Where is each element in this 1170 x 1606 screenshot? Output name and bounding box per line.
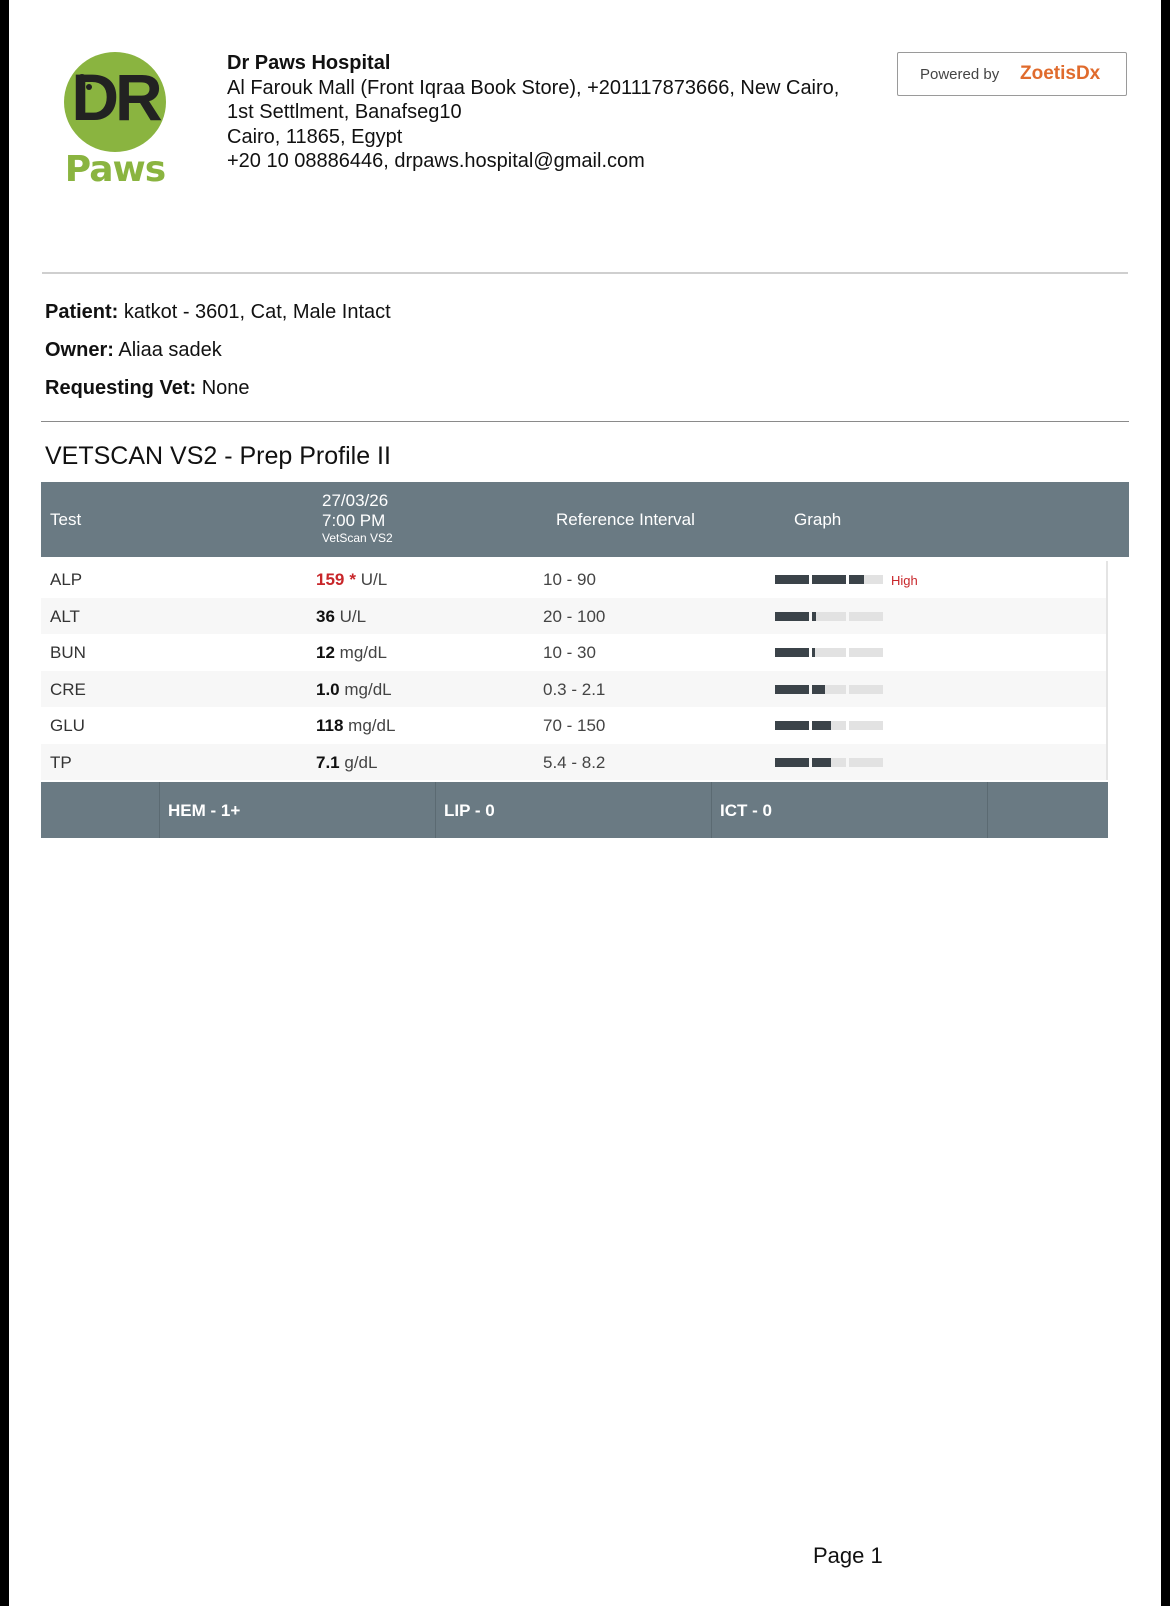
result-unit: g/dL bbox=[344, 752, 378, 772]
result-value: 1.0 bbox=[316, 679, 340, 699]
status-flag: High bbox=[891, 573, 918, 588]
left-frame-border bbox=[0, 0, 9, 1606]
graph-track-segment bbox=[849, 721, 883, 730]
clinic-info bbox=[227, 51, 839, 174]
graph-fill-segment bbox=[812, 648, 815, 657]
header-graph: Graph bbox=[794, 510, 842, 529]
reference-interval: 20 - 100 bbox=[543, 606, 606, 626]
reference-interval: 10 - 30 bbox=[543, 643, 596, 662]
section-title: VETSCAN VS2 - Prep Profile II bbox=[45, 442, 391, 470]
vet-line bbox=[45, 377, 250, 400]
lipemia-index: LIP - 0 bbox=[444, 801, 495, 820]
page-number: Page 1 bbox=[813, 1543, 883, 1568]
result-unit: mg/dL bbox=[344, 679, 392, 699]
test-result bbox=[316, 607, 366, 627]
test-result bbox=[316, 753, 377, 773]
right-frame-border bbox=[1161, 0, 1170, 1606]
test-name: CRE bbox=[50, 679, 86, 699]
graph-fill-segment bbox=[812, 575, 846, 584]
vet-value: None bbox=[201, 377, 250, 399]
header-reference: Reference Interval bbox=[556, 510, 695, 529]
clinic-address-line-2: 1st Settlment, Banafseg10 bbox=[227, 101, 462, 123]
quality-divider bbox=[159, 782, 160, 838]
result-value: 159 bbox=[316, 570, 345, 589]
graph-fill-segment bbox=[775, 575, 809, 584]
patient-divider bbox=[41, 421, 1129, 422]
header-divider bbox=[42, 272, 1128, 274]
patient-label: Patient: bbox=[45, 301, 119, 323]
graph-track-segment bbox=[812, 612, 846, 621]
quality-divider bbox=[987, 782, 988, 838]
quality-divider bbox=[711, 782, 712, 838]
table-row bbox=[41, 707, 1106, 744]
test-name: BUN bbox=[50, 643, 86, 662]
result-graph bbox=[775, 758, 885, 767]
result-unit: U/L bbox=[360, 570, 388, 589]
table-row bbox=[41, 744, 1106, 781]
graph-fill-segment bbox=[775, 648, 809, 657]
result-value: 118 bbox=[316, 716, 344, 735]
results-table-body bbox=[41, 561, 1108, 780]
owner-line bbox=[45, 339, 222, 362]
graph-track-segment bbox=[849, 758, 883, 767]
table-row bbox=[41, 598, 1106, 635]
clinic-address-line-3: Cairo, 11865, Egypt bbox=[227, 125, 403, 148]
result-graph bbox=[775, 648, 885, 657]
graph-track-segment bbox=[849, 648, 883, 657]
result-unit: mg/dL bbox=[339, 643, 387, 662]
patient-value: katkot - 3601, Cat, Male Intact bbox=[123, 301, 391, 323]
logo-text-dr: DR bbox=[71, 60, 159, 134]
result-value: 36 bbox=[316, 606, 335, 626]
owner-value: Aliaa sadek bbox=[118, 339, 222, 361]
table-header bbox=[41, 482, 1129, 557]
test-name: ALT bbox=[50, 606, 80, 626]
hemolysis-index: HEM - 1+ bbox=[168, 801, 241, 820]
quality-indices-bar bbox=[41, 782, 1108, 838]
test-result bbox=[316, 643, 387, 663]
graph-fill-segment bbox=[812, 612, 816, 621]
result-graph bbox=[775, 685, 885, 694]
result-graph bbox=[775, 721, 885, 730]
test-name: TP bbox=[50, 752, 72, 772]
test-name: GLU bbox=[50, 716, 85, 735]
header-time: 7:00 PM bbox=[322, 511, 386, 530]
graph-fill-segment bbox=[812, 685, 825, 694]
test-result bbox=[316, 680, 392, 700]
header-test: Test bbox=[50, 510, 82, 529]
graph-fill-segment bbox=[775, 612, 809, 621]
table-row bbox=[41, 634, 1106, 671]
powered-by-badge bbox=[897, 52, 1127, 96]
graph-fill-segment bbox=[812, 758, 831, 767]
graph-track-segment bbox=[849, 612, 883, 621]
graph-fill-segment bbox=[775, 721, 809, 730]
graph-track-segment bbox=[812, 648, 846, 657]
result-graph bbox=[775, 575, 885, 584]
patient-line bbox=[45, 301, 391, 324]
result-unit: U/L bbox=[339, 606, 367, 626]
clinic-logo bbox=[62, 52, 166, 202]
powered-by-label: Powered by bbox=[920, 66, 1000, 83]
clinic-contact: +20 10 08886446, drpaws.hospital@gmail.com bbox=[227, 150, 645, 172]
vet-label: Requesting Vet: bbox=[45, 377, 197, 399]
graph-fill-segment bbox=[775, 758, 809, 767]
header-date: 27/03/26 bbox=[322, 491, 389, 510]
powered-by-brand: ZoetisDx bbox=[1020, 63, 1101, 84]
graph-fill-segment bbox=[812, 721, 831, 730]
test-result bbox=[316, 716, 395, 736]
result-unit: mg/dL bbox=[348, 716, 396, 735]
test-name: ALP bbox=[50, 570, 83, 589]
reference-interval: 10 - 90 bbox=[543, 570, 596, 589]
table-row bbox=[41, 671, 1106, 708]
table-row bbox=[41, 561, 1106, 598]
reference-interval: 70 - 150 bbox=[543, 716, 606, 735]
quality-divider bbox=[435, 782, 436, 838]
graph-fill-segment bbox=[775, 685, 809, 694]
result-value: 7.1 bbox=[316, 752, 340, 772]
graph-track-segment bbox=[849, 685, 883, 694]
reference-interval: 0.3 - 2.1 bbox=[543, 679, 606, 699]
icterus-index: ICT - 0 bbox=[720, 801, 772, 820]
result-flag-marker: * bbox=[349, 570, 356, 589]
test-result bbox=[316, 570, 387, 590]
header-run-date bbox=[322, 491, 393, 545]
header-device: VetScan VS2 bbox=[322, 531, 393, 545]
result-graph bbox=[775, 612, 885, 621]
result-value: 12 bbox=[316, 643, 335, 662]
graph-fill-segment bbox=[849, 575, 864, 584]
logo-text-paws: Paws bbox=[64, 149, 166, 190]
clinic-name: Dr Paws Hospital bbox=[227, 52, 391, 74]
clinic-address-line-1: Al Farouk Mall (Front Iqraa Book Store), +201117873666, New Cairo, bbox=[227, 76, 840, 99]
owner-label: Owner: bbox=[45, 339, 114, 361]
reference-interval: 5.4 - 8.2 bbox=[543, 752, 606, 772]
